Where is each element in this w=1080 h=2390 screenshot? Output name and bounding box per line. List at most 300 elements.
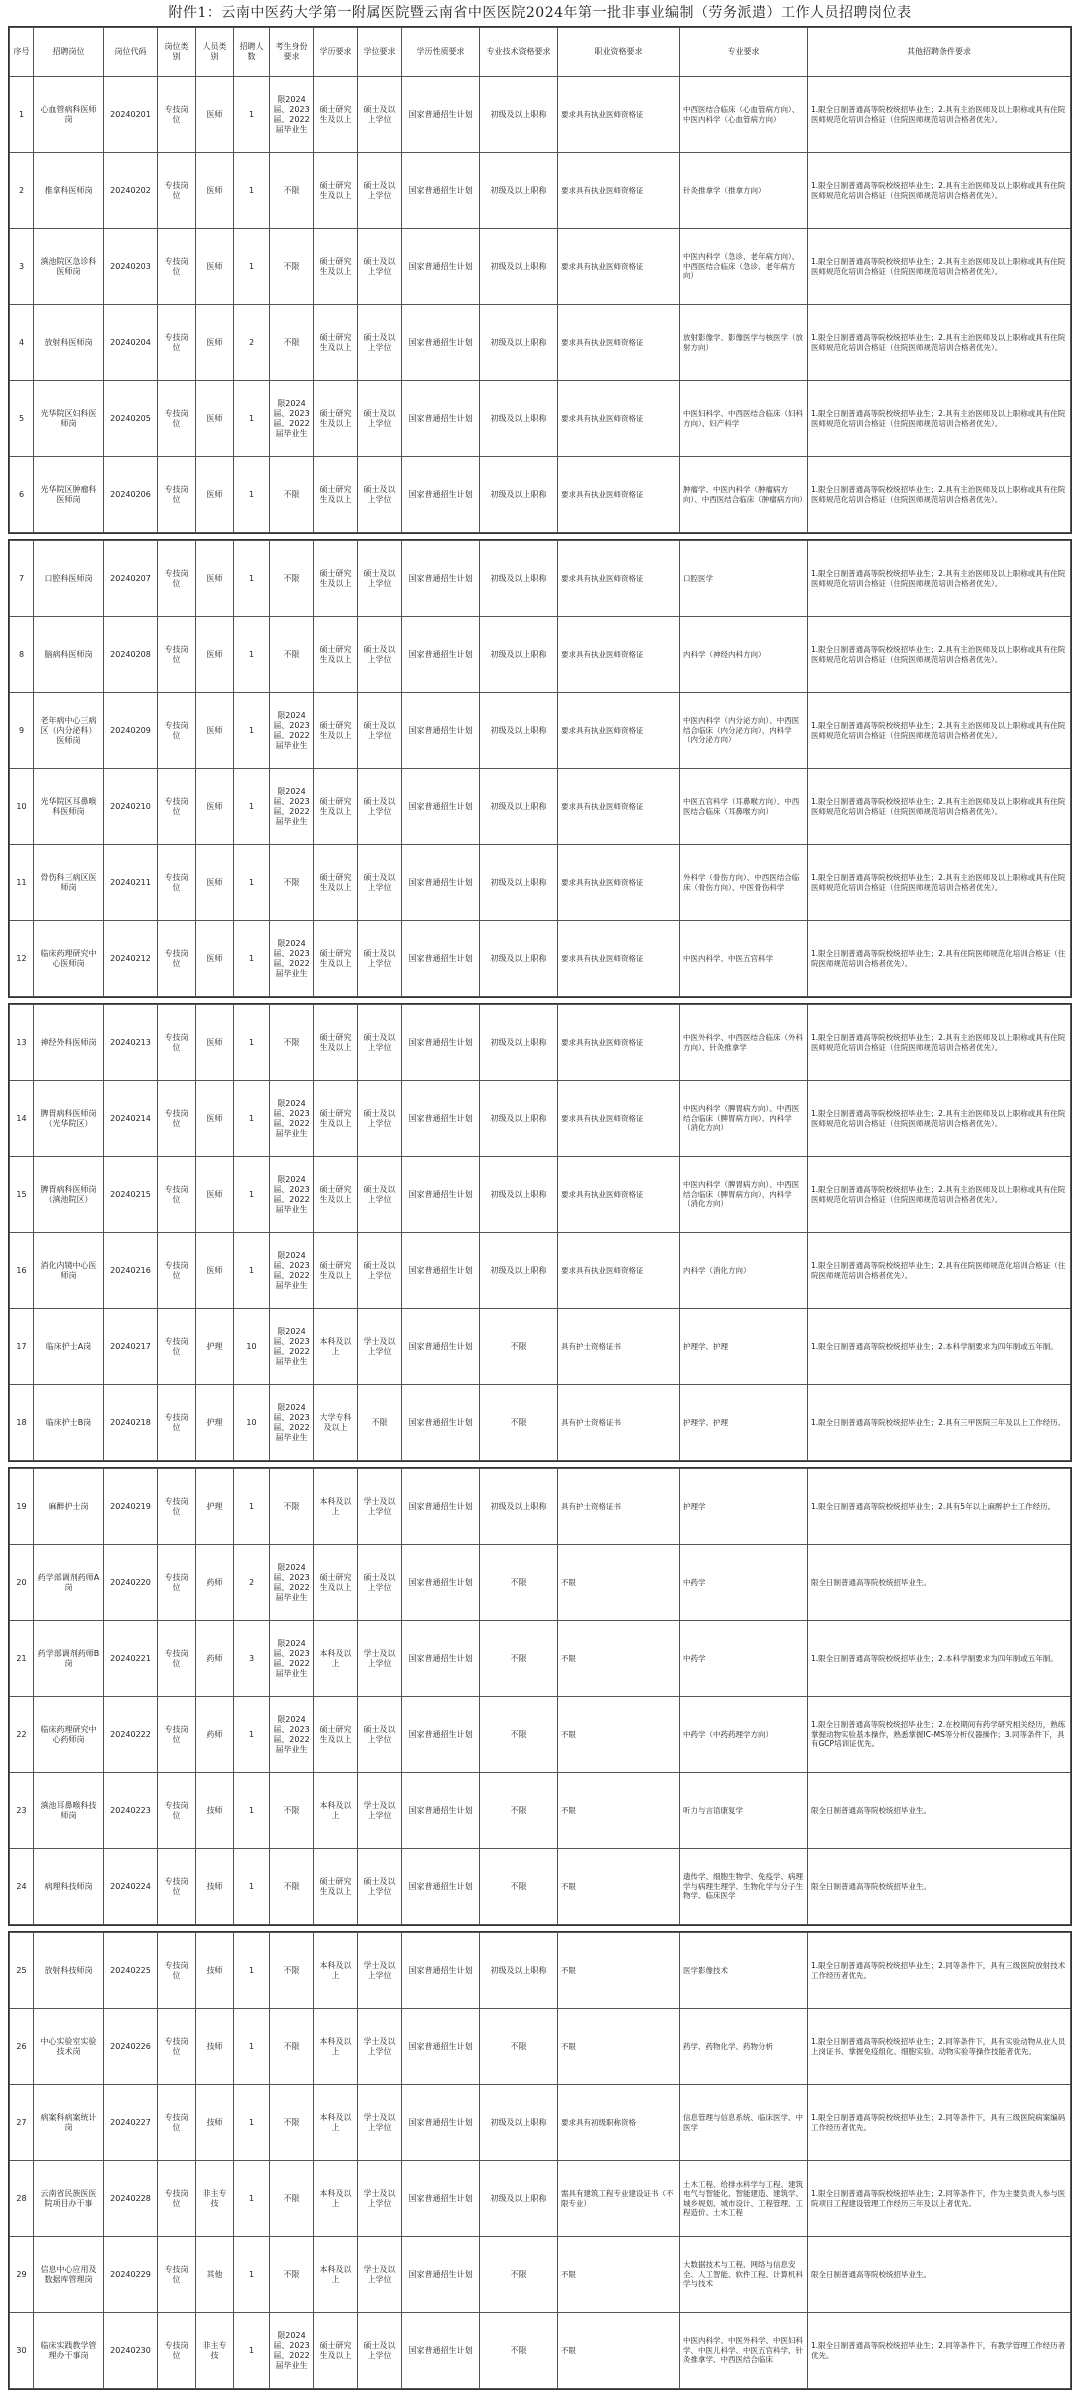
table-cell: 1 [234, 2313, 270, 2389]
table-cell: 初级及以上职称 [480, 845, 558, 921]
table-cell: 专技岗位 [158, 1233, 196, 1309]
table-cell: 2 [234, 305, 270, 381]
table-cell: 1.限全日制普通高等院校统招毕业生；2.具有主治医师及以上职称或具有住院医师规范化培训合格证（住院医师规范培训合格者优先）。 [808, 457, 1071, 533]
table-cell: 20240214 [104, 1081, 158, 1157]
table-cell: 1 [10, 77, 34, 153]
table-cell: 硕士研究生及以上 [314, 541, 358, 617]
recruitment-table [9, 1004, 1071, 1461]
table-cell: 要求具有执业医师资格证 [558, 381, 680, 457]
table-row [10, 229, 1071, 305]
header-cell: 学历性质要求 [402, 28, 480, 77]
table-cell: 20240217 [104, 1309, 158, 1385]
table-cell: 要求具有执业医师资格证 [558, 693, 680, 769]
table-cell: 医师 [196, 693, 234, 769]
table-cell: 1 [234, 1697, 270, 1773]
table-cell: 技师 [196, 1933, 234, 2009]
table-cell: 中医五官科学（耳鼻喉方向）、中西医结合临床（耳鼻喉方向） [680, 769, 808, 845]
table-row [10, 381, 1071, 457]
table-cell: 专技岗位 [158, 769, 196, 845]
table-cell: 信息管理与信息系统、临床医学、中医学 [680, 2085, 808, 2161]
table-cell: 初级及以上职称 [480, 921, 558, 997]
table-cell: 不限 [270, 1005, 314, 1081]
table-cell: 1.限全日制普通高等院校统招毕业生；2.同等条件下，具有三级医院放射技术工作经历者优先。 [808, 1933, 1071, 2009]
table-cell: 不限 [270, 541, 314, 617]
table-cell: 国家普通招生计划 [402, 153, 480, 229]
table-cell: 药学、药物化学、药物分析 [680, 2009, 808, 2085]
table-cell: 硕士研究生及以上 [314, 617, 358, 693]
table-cell: 医师 [196, 921, 234, 997]
table-cell: 专技岗位 [158, 617, 196, 693]
table-cell: 硕士研究生及以上 [314, 2313, 358, 2389]
table-row [10, 769, 1071, 845]
table-cell: 硕士及以上学位 [358, 1545, 402, 1621]
table-cell: 不限 [558, 2237, 680, 2313]
table-cell: 滇池耳鼻喉科技师岗 [34, 1773, 104, 1849]
table-cell: 不限 [270, 305, 314, 381]
table-row [10, 153, 1071, 229]
table-cell: 1.限全日制普通高等院校统招毕业生；2.具有主治医师及以上职称或具有住院医师规范化培训合格证（住院医师规范培训合格者优先）。 [808, 305, 1071, 381]
table-cell: 初级及以上职称 [480, 1469, 558, 1545]
table-cell: 本科及以上 [314, 1933, 358, 2009]
table-cell: 限2024届、2023届、2022届毕业生 [270, 77, 314, 153]
table-cell: 不限 [270, 457, 314, 533]
table-cell: 初级及以上职称 [480, 229, 558, 305]
table-cell: 限2024届、2023届、2022届毕业生 [270, 381, 314, 457]
header-cell: 学历要求 [314, 28, 358, 77]
table-cell: 药师 [196, 1545, 234, 1621]
table-header-row [10, 28, 1071, 77]
table-cell: 学士及以上学位 [358, 1469, 402, 1545]
table-cell: 其他 [196, 2237, 234, 2313]
table-cell: 药师 [196, 1621, 234, 1697]
table-cell: 不限 [480, 2237, 558, 2313]
table-cell: 硕士及以上学位 [358, 921, 402, 997]
recruitment-table [9, 1468, 1071, 1925]
table-cell: 专技岗位 [158, 457, 196, 533]
table-cell: 1 [234, 2085, 270, 2161]
table-cell: 1 [234, 457, 270, 533]
header-cell: 专业技术资格要求 [480, 28, 558, 77]
table-cell: 要求具有执业医师资格证 [558, 1005, 680, 1081]
table-cell: 1 [234, 1849, 270, 1925]
table-cell: 1 [234, 1773, 270, 1849]
table-cell: 医师 [196, 1005, 234, 1081]
table-cell: 医师 [196, 229, 234, 305]
table-cell: 1.限全日制普通高等院校统招毕业生；2.具有主治医师及以上职称或具有住院医师规范化培训合格证（住院医师规范培训合格者优先）。 [808, 153, 1071, 229]
table-cell: 20240228 [104, 2161, 158, 2237]
table-cell: 20240213 [104, 1005, 158, 1081]
table-cell: 不限 [558, 1621, 680, 1697]
table-cell: 13 [10, 1005, 34, 1081]
table-cell: 专技岗位 [158, 2009, 196, 2085]
table-cell: 硕士及以上学位 [358, 845, 402, 921]
table-cell: 外科学（骨伤方向）、中西医结合临床（骨伤方向）、中医骨伤科学 [680, 845, 808, 921]
table-cell: 6 [10, 457, 34, 533]
table-cell: 硕士研究生及以上 [314, 1849, 358, 1925]
table-cell: 1.限全日制普通高等院校统招毕业生；2.具有主治医师及以上职称或具有住院医师规范化培训合格证（住院医师规范培训合格者优先）。 [808, 1081, 1071, 1157]
table-cell: 20240227 [104, 2085, 158, 2161]
table-cell: 专技岗位 [158, 1933, 196, 2009]
table-cell: 1 [234, 1233, 270, 1309]
table-cell: 硕士及以上学位 [358, 1081, 402, 1157]
table-cell: 14 [10, 1081, 34, 1157]
table-cell: 中医内科学（急诊、老年病方向）、中西医结合临床（急诊、老年病方向） [680, 229, 808, 305]
table-cell: 信息中心应用及数据库管理岗 [34, 2237, 104, 2313]
table-cell: 学士及以上学位 [358, 1933, 402, 2009]
table-cell: 1.限全日制普通高等院校统招毕业生；2.具有主治医师及以上职称或具有住院医师规范化培训合格证（住院医师规范培训合格者优先）。 [808, 1157, 1071, 1233]
table-cell: 非主专技 [196, 2313, 234, 2389]
table-cell: 中医妇科学、中西医结合临床（妇科方向）、妇产科学 [680, 381, 808, 457]
table-cell: 国家普通招生计划 [402, 1309, 480, 1385]
table-cell: 20240223 [104, 1773, 158, 1849]
table-cell: 专技岗位 [158, 1081, 196, 1157]
table-cell: 不限 [558, 2009, 680, 2085]
table-cell: 光华院区肿瘤科医师岗 [34, 457, 104, 533]
table-cell: 1.限全日制普通高等院校统招毕业生；2.具有主治医师及以上职称或具有住院医师规范化培训合格证（住院医师规范培训合格者优先）。 [808, 541, 1071, 617]
table-cell: 1 [234, 2161, 270, 2237]
table-cell: 技师 [196, 2009, 234, 2085]
table-cell: 20240230 [104, 2313, 158, 2389]
table-cell: 19 [10, 1469, 34, 1545]
table-cell: 药师 [196, 1697, 234, 1773]
table-row [10, 1385, 1071, 1461]
table-cell: 20240211 [104, 845, 158, 921]
table-cell: 本科及以上 [314, 2009, 358, 2085]
table-cell: 限2024届、2023届、2022届毕业生 [270, 1309, 314, 1385]
table-cell: 23 [10, 1773, 34, 1849]
table-cell: 硕士及以上学位 [358, 693, 402, 769]
table-cell: 国家普通招生计划 [402, 693, 480, 769]
table-cell: 国家普通招生计划 [402, 2237, 480, 2313]
table-cell: 土木工程、给排水科学与工程、建筑电气与智能化、智能建造、建筑学、城乡规划、城市设计、工程管理、工程造价、土木工程 [680, 2161, 808, 2237]
table-cell: 护理学、护理 [680, 1385, 808, 1461]
table-cell: 学士及以上学位 [358, 1773, 402, 1849]
table-cell: 医师 [196, 1157, 234, 1233]
table-page [8, 1003, 1072, 1462]
table-cell: 国家普通招生计划 [402, 1233, 480, 1309]
table-cell: 1 [234, 769, 270, 845]
table-cell: 20240221 [104, 1621, 158, 1697]
table-cell: 10 [234, 1385, 270, 1461]
table-cell: 初级及以上职称 [480, 457, 558, 533]
table-cell: 药学部调剂药师B岗 [34, 1621, 104, 1697]
table-cell: 要求具有执业医师资格证 [558, 229, 680, 305]
table-cell: 内科学（消化方向） [680, 1233, 808, 1309]
table-row [10, 1621, 1071, 1697]
table-cell: 大数据技术与工程、网络与信息安全、人工智能、软件工程、计算机科学与技术 [680, 2237, 808, 2313]
table-cell: 药学部调剂药师A岗 [34, 1545, 104, 1621]
table-cell: 国家普通招生计划 [402, 2161, 480, 2237]
table-cell: 初级及以上职称 [480, 1081, 558, 1157]
table-cell: 医师 [196, 1233, 234, 1309]
table-cell: 1.限全日制普通高等院校统招毕业生；2.本科学制要求为四年制或五年制。 [808, 1309, 1071, 1385]
table-cell: 中医内科学（脾胃病方向）、中西医结合临床（脾胃病方向）、内科学（消化方向） [680, 1081, 808, 1157]
table-cell: 专技岗位 [158, 1773, 196, 1849]
table-cell: 限全日制普通高等院校统招毕业生。 [808, 2237, 1071, 2313]
table-cell: 技师 [196, 1849, 234, 1925]
table-cell: 医师 [196, 381, 234, 457]
table-cell: 20240216 [104, 1233, 158, 1309]
table-page [8, 1931, 1072, 2390]
table-body [10, 77, 1071, 533]
table-row [10, 1005, 1071, 1081]
table-row [10, 1933, 1071, 2009]
table-cell: 20240210 [104, 769, 158, 845]
table-cell: 20240225 [104, 1933, 158, 2009]
table-cell: 要求具有执业医师资格证 [558, 1157, 680, 1233]
table-cell: 初级及以上职称 [480, 693, 558, 769]
table-cell: 医师 [196, 769, 234, 845]
table-cell: 初级及以上职称 [480, 769, 558, 845]
table-cell: 不限 [558, 1933, 680, 2009]
table-cell: 1.限全日制普通高等院校统招毕业生；2.具有主治医师及以上职称或具有住院医师规范化培训合格证（住院医师规范培训合格者优先）。 [808, 617, 1071, 693]
table-row [10, 305, 1071, 381]
table-cell: 1.限全日制普通高等院校统招毕业生；2.具有主治医师及以上职称或具有住院医师规范化培训合格证（住院医师规范培训合格者优先）。 [808, 1005, 1071, 1081]
table-cell: 中药学（中药药理学方向） [680, 1697, 808, 1773]
table-cell: 骨伤科三病区医师岗 [34, 845, 104, 921]
table-cell: 要求具有执业医师资格证 [558, 457, 680, 533]
table-cell: 要求具有执业医师资格证 [558, 921, 680, 997]
table-cell: 限全日制普通高等院校统招毕业生。 [808, 1849, 1071, 1925]
table-cell: 20240206 [104, 457, 158, 533]
table-cell: 护理 [196, 1385, 234, 1461]
table-cell: 口腔科医师岗 [34, 541, 104, 617]
table-cell: 不限 [270, 1933, 314, 2009]
table-row [10, 457, 1071, 533]
table-row [10, 693, 1071, 769]
table-cell: 要求具有初级职称资格 [558, 2085, 680, 2161]
table-cell: 滇池院区急诊科医师岗 [34, 229, 104, 305]
table-cell: 国家普通招生计划 [402, 1697, 480, 1773]
table-cell: 硕士及以上学位 [358, 305, 402, 381]
table-cell: 22 [10, 1697, 34, 1773]
table-cell: 硕士研究生及以上 [314, 769, 358, 845]
table-cell: 肿瘤学、中医内科学（肿瘤病方向）、中西医结合临床（肿瘤病方向） [680, 457, 808, 533]
table-cell: 硕士及以上学位 [358, 457, 402, 533]
table-cell: 云南省民族医医院项目办干事 [34, 2161, 104, 2237]
table-cell: 硕士及以上学位 [358, 2313, 402, 2389]
table-cell: 不限 [270, 2009, 314, 2085]
table-cell: 限2024届、2023届、2022届毕业生 [270, 769, 314, 845]
table-cell: 技师 [196, 1773, 234, 1849]
table-cell: 临床实践教学管理办干事岗 [34, 2313, 104, 2389]
table-cell: 临床药理研究中心医师岗 [34, 921, 104, 997]
table-cell: 20240222 [104, 1697, 158, 1773]
table-cell: 20240220 [104, 1545, 158, 1621]
table-cell: 硕士研究生及以上 [314, 845, 358, 921]
table-cell: 临床护士A岗 [34, 1309, 104, 1385]
header-cell: 其他招聘条件要求 [808, 28, 1071, 77]
table-cell: 硕士及以上学位 [358, 153, 402, 229]
table-cell: 放射影像学、影像医学与核医学（放射方向） [680, 305, 808, 381]
table-cell: 2 [10, 153, 34, 229]
table-row [10, 1081, 1071, 1157]
table-body [10, 1005, 1071, 1461]
table-cell: 要求具有执业医师资格证 [558, 1233, 680, 1309]
table-cell: 1 [234, 381, 270, 457]
table-cell: 医师 [196, 541, 234, 617]
table-cell: 国家普通招生计划 [402, 845, 480, 921]
table-cell: 初级及以上职称 [480, 381, 558, 457]
table-cell: 需具有建筑工程专业建设证书（不限专业） [558, 2161, 680, 2237]
table-cell: 不限 [558, 1773, 680, 1849]
table-cell: 要求具有执业医师资格证 [558, 617, 680, 693]
table-cell: 专技岗位 [158, 1545, 196, 1621]
table-cell: 1 [234, 1469, 270, 1545]
table-cell: 专技岗位 [158, 2161, 196, 2237]
table-cell: 不限 [270, 1773, 314, 1849]
table-cell: 9 [10, 693, 34, 769]
table-cell: 光华院区妇科医师岗 [34, 381, 104, 457]
table-cell: 1 [234, 2009, 270, 2085]
table-cell: 不限 [270, 845, 314, 921]
table-cell: 要求具有执业医师资格证 [558, 153, 680, 229]
table-cell: 专技岗位 [158, 845, 196, 921]
table-cell: 本科及以上 [314, 2085, 358, 2161]
table-cell: 中医外科学、中西医结合临床（外科方向）、针灸推拿学 [680, 1005, 808, 1081]
table-cell: 光华院区耳鼻喉科医师岗 [34, 769, 104, 845]
table-cell: 1 [234, 1081, 270, 1157]
table-cell: 1 [234, 77, 270, 153]
table-cell: 21 [10, 1621, 34, 1697]
table-cell: 不限 [270, 2085, 314, 2161]
table-cell: 硕士研究生及以上 [314, 381, 358, 457]
table-cell: 国家普通招生计划 [402, 1849, 480, 1925]
table-body [10, 541, 1071, 997]
header-cell: 岗位类别 [158, 28, 196, 77]
table-row [10, 2161, 1071, 2237]
table-cell: 不限 [558, 1849, 680, 1925]
table-cell: 限全日制普通高等院校统招毕业生。 [808, 1773, 1071, 1849]
table-cell: 初级及以上职称 [480, 1157, 558, 1233]
table-cell: 1.限全日制普通高等院校统招毕业生；2.同等条件下，作为主要负责人参与医院项目工程建设管理工作经历三年及以上者优先。 [808, 2161, 1071, 2237]
table-cell: 学士及以上学位 [358, 2237, 402, 2313]
table-cell: 硕士及以上学位 [358, 1005, 402, 1081]
table-cell: 护理学、护理 [680, 1309, 808, 1385]
table-cell: 限2024届、2023届、2022届毕业生 [270, 1385, 314, 1461]
table-cell: 初级及以上职称 [480, 541, 558, 617]
table-cell: 初级及以上职称 [480, 153, 558, 229]
table-cell: 专技岗位 [158, 541, 196, 617]
header-cell: 考生身份要求 [270, 28, 314, 77]
table-cell: 27 [10, 2085, 34, 2161]
table-cell: 硕士研究生及以上 [314, 921, 358, 997]
table-cell: 29 [10, 2237, 34, 2313]
table-cell: 护理学 [680, 1469, 808, 1545]
table-cell: 专技岗位 [158, 77, 196, 153]
table-row [10, 2085, 1071, 2161]
table-cell: 医师 [196, 77, 234, 153]
table-cell: 1 [234, 693, 270, 769]
table-row [10, 1157, 1071, 1233]
table-cell: 国家普通招生计划 [402, 2085, 480, 2161]
table-cell: 初级及以上职称 [480, 77, 558, 153]
table-cell: 专技岗位 [158, 693, 196, 769]
table-cell: 脾胃病科医师岗（滇池院区） [34, 1157, 104, 1233]
table-cell: 3 [234, 1621, 270, 1697]
recruitment-table [9, 27, 1071, 533]
header-cell: 职业资格要求 [558, 28, 680, 77]
table-cell: 12 [10, 921, 34, 997]
table-cell: 国家普通招生计划 [402, 769, 480, 845]
table-row [10, 1697, 1071, 1773]
table-cell: 国家普通招生计划 [402, 1469, 480, 1545]
table-cell: 初级及以上职称 [480, 2085, 558, 2161]
table-cell: 8 [10, 617, 34, 693]
header-cell: 专业要求 [680, 28, 808, 77]
table-cell: 中医内科学（内分泌方向）、中西医结合临床（内分泌方向）、内科学（内分泌方向） [680, 693, 808, 769]
table-body [10, 1933, 1071, 2389]
table-cell: 15 [10, 1157, 34, 1233]
table-cell: 国家普通招生计划 [402, 541, 480, 617]
table-cell: 20240219 [104, 1469, 158, 1545]
page-title: 附件1：云南中医药大学第一附属医院暨云南省中医医院2024年第一批非事业编制（劳务派遣）工作人员招聘岗位表 [168, 5, 912, 21]
table-row [10, 1309, 1071, 1385]
table-cell: 学士及以上学位 [358, 2161, 402, 2237]
table-cell: 20240202 [104, 153, 158, 229]
table-cell: 初级及以上职称 [480, 2161, 558, 2237]
table-cell: 病理科技师岗 [34, 1849, 104, 1925]
table-cell: 不限 [480, 2009, 558, 2085]
table-cell: 神经外科医师岗 [34, 1005, 104, 1081]
table-cell: 老年病中心三病区（内分泌科）医师岗 [34, 693, 104, 769]
table-cell: 学士及以上学位 [358, 2085, 402, 2161]
recruitment-table-pages [0, 26, 1080, 2390]
table-cell: 18 [10, 1385, 34, 1461]
header-cell: 学位要求 [358, 28, 402, 77]
table-cell: 本科及以上 [314, 1309, 358, 1385]
table-cell: 1.限全日制普通高等院校统招毕业生；2.具有5年以上麻醉护士工作经历。 [808, 1469, 1071, 1545]
table-cell: 不限 [558, 1545, 680, 1621]
table-cell: 国家普通招生计划 [402, 1385, 480, 1461]
table-cell: 2 [234, 1545, 270, 1621]
table-row [10, 1545, 1071, 1621]
table-cell: 学士及以上学位 [358, 2009, 402, 2085]
table-cell: 要求具有执业医师资格证 [558, 1081, 680, 1157]
table-cell: 国家普通招生计划 [402, 381, 480, 457]
table-row [10, 1233, 1071, 1309]
table-cell: 具有护士资格证书 [558, 1309, 680, 1385]
table-cell: 限全日制普通高等院校统招毕业生。 [808, 1545, 1071, 1621]
table-cell: 专技岗位 [158, 1309, 196, 1385]
table-cell: 专技岗位 [158, 1621, 196, 1697]
table-cell: 28 [10, 2161, 34, 2237]
table-cell: 4 [10, 305, 34, 381]
table-cell: 国家普通招生计划 [402, 1773, 480, 1849]
table-row [10, 2313, 1071, 2389]
table-cell: 国家普通招生计划 [402, 2009, 480, 2085]
table-cell: 国家普通招生计划 [402, 77, 480, 153]
table-cell: 1 [234, 2237, 270, 2313]
table-cell: 11 [10, 845, 34, 921]
table-cell: 20240201 [104, 77, 158, 153]
table-cell: 国家普通招生计划 [402, 617, 480, 693]
table-cell: 要求具有执业医师资格证 [558, 305, 680, 381]
table-row [10, 1849, 1071, 1925]
table-cell: 不限 [270, 229, 314, 305]
table-cell: 硕士及以上学位 [358, 617, 402, 693]
table-cell: 病案科病案统计岗 [34, 2085, 104, 2161]
table-body [10, 1469, 1071, 1925]
table-cell: 专技岗位 [158, 381, 196, 457]
table-cell: 不限 [358, 1385, 402, 1461]
table-cell: 推拿科医师岗 [34, 153, 104, 229]
header-cell: 招聘人数 [234, 28, 270, 77]
header-cell: 岗位代码 [104, 28, 158, 77]
table-cell: 1.限全日制普通高等院校统招毕业生；2.具有主治医师及以上职称或具有住院医师规范化培训合格证（住院医师规范培训合格者优先）。 [808, 769, 1071, 845]
table-cell: 20240215 [104, 1157, 158, 1233]
table-cell: 硕士研究生及以上 [314, 229, 358, 305]
